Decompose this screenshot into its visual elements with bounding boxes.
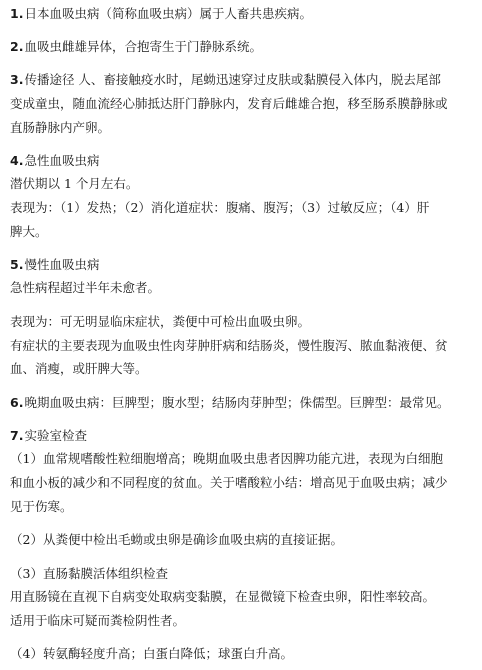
item-3-line-1 (10, 71, 476, 89)
item-number: 5. (10, 257, 24, 272)
item-title: 急性血吸虫病 (24, 153, 100, 168)
item-5-heading (10, 256, 476, 274)
item-7-heading (10, 427, 476, 445)
item-title: 慢性血吸虫病 (24, 257, 100, 272)
item-1 (10, 5, 476, 23)
item-7-p3-line-1: 用直肠镜在直视下自病变处取病变黏膜，在显微镜下检查虫卵，阳性率较高。 (10, 589, 436, 604)
item-number: 7. (10, 428, 24, 443)
item-text: 血吸虫雌雄异体，合抱寄生于门静脉系统。 (24, 39, 262, 54)
item-number: 1. (10, 6, 24, 21)
item-4-line-1: 潜伏期以 1 个月左右。 (10, 176, 139, 191)
item-7-p4: （4）转氨酶轻度升高；白蛋白降低；球蛋白升高。 (10, 646, 293, 661)
item-text: 晚期血吸虫病：巨脾型；腹水型；结肠肉芽肿型；侏儒型。巨脾型：最常见。 (24, 395, 450, 410)
item-4-line-3: 脾大。 (10, 224, 48, 239)
item-3-line-2: 变成童虫，随血流经心肺抵达肝门静脉内，发育后雌雄合抱，移至肠系膜静脉或 (10, 96, 448, 111)
item-number: 6. (10, 395, 24, 410)
item-7-p1-line-2: 和血小板的减少和不同程度的贫血。关于嗜酸粒小结：增高见于血吸虫病；减少 (10, 475, 448, 490)
item-4-line-2: 表现为：（1）发热；（2）消化道症状：腹痛、腹泻；（3）过敏反应；（4）肝 (10, 200, 430, 215)
item-7-p1-line-3: 见于伤寒。 (10, 499, 73, 514)
item-7-p1-line-1: （1）血常规嗜酸性粒细胞增高；晚期血吸虫患者因脾功能亢进，表现为白细胞 (10, 451, 443, 466)
item-5-line-2: 表现为：可无明显临床症状，粪便中可检出血吸虫卵。 (10, 314, 311, 329)
item-title: 实验室检查 (24, 428, 87, 443)
item-5-line-3: 有症状的主要表现为血吸虫性肉芽肿肝病和结肠炎，慢性腹泻、脓血黏液便、贫 (10, 338, 448, 353)
item-number: 4. (10, 153, 24, 168)
item-5-line-1: 急性病程超过半年未愈者。 (10, 280, 161, 295)
item-2 (10, 38, 476, 56)
item-number: 3. (10, 72, 24, 87)
item-7-p3-line-2: 适用于临床可疑而粪检阴性者。 (10, 613, 186, 628)
item-3-line-3: 直肠静脉内产卵。 (10, 120, 111, 135)
item-7-p2: （2）从粪便中检出毛蚴或虫卵是确诊血吸虫病的直接证据。 (10, 532, 343, 547)
item-5-line-4: 血、消瘦，或肝脾大等。 (10, 361, 148, 376)
item-7-p3-heading: （3）直肠黏膜活体组织检查 (10, 566, 168, 581)
item-4-heading (10, 152, 476, 170)
item-text: 传播途径 人、畜接触疫水时，尾蚴迅速穿过皮肤或黏膜侵入体内，脱去尾部 (24, 72, 441, 87)
item-6 (10, 394, 476, 412)
item-text: 日本血吸虫病（简称血吸虫病）属于人畜共患疾病。 (24, 6, 312, 21)
item-number: 2. (10, 39, 24, 54)
